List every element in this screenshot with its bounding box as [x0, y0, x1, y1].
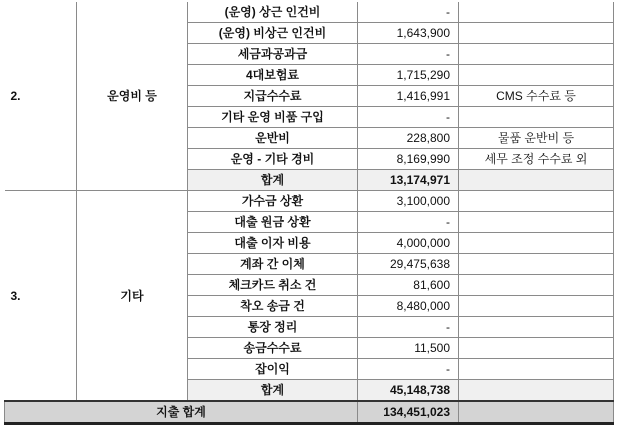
item-name: 기타 운영 비품 구입 [188, 107, 358, 128]
item-amount: 8,480,000 [358, 296, 459, 317]
item-name: 운영 - 기타 경비 [188, 149, 358, 170]
item-name: 지급수수료 [188, 86, 358, 107]
item-name: 가수금 상환 [188, 191, 358, 212]
item-note [459, 359, 614, 380]
item-amount: 11,500 [358, 338, 459, 359]
subtotal-amount: 45,148,738 [358, 380, 459, 402]
section-number: 2. [5, 2, 77, 191]
item-name: 세금과공과금 [188, 44, 358, 65]
grand-total-amount: 134,451,023 [358, 401, 459, 424]
expense-table-body [5, 2, 614, 424]
item-name: (운영) 비상근 인건비 [188, 23, 358, 44]
grand-total-label: 지출 합계 [5, 401, 358, 424]
item-note [459, 107, 614, 128]
item-note [459, 296, 614, 317]
item-name: 4대보험료 [188, 65, 358, 86]
table-row [5, 191, 614, 212]
item-amount: 228,800 [358, 128, 459, 149]
item-name: 계좌 간 이체 [188, 254, 358, 275]
item-amount: - [358, 44, 459, 65]
expense-table [4, 2, 614, 425]
item-amount: 81,600 [358, 275, 459, 296]
item-amount: - [358, 2, 459, 23]
item-name: (운영) 상근 인건비 [188, 2, 358, 23]
item-amount: 1,715,290 [358, 65, 459, 86]
item-note [459, 317, 614, 338]
subtotal-amount: 13,174,971 [358, 170, 459, 191]
item-amount: 1,643,900 [358, 23, 459, 44]
item-name: 대출 이자 비용 [188, 233, 358, 254]
subtotal-label: 합계 [188, 380, 358, 402]
item-note [459, 275, 614, 296]
item-amount: 8,169,990 [358, 149, 459, 170]
grand-total-note [459, 401, 614, 424]
item-amount: 1,416,991 [358, 86, 459, 107]
section-number: 3. [5, 191, 77, 402]
item-name: 송금수수료 [188, 338, 358, 359]
item-amount: - [358, 317, 459, 338]
table-row [5, 2, 614, 23]
section-category: 기타 [77, 191, 188, 402]
item-note [459, 2, 614, 23]
item-note [459, 44, 614, 65]
item-amount: - [358, 359, 459, 380]
item-note [459, 191, 614, 212]
item-note: 물품 운반비 등 [459, 128, 614, 149]
item-note [459, 65, 614, 86]
item-amount: - [358, 107, 459, 128]
subtotal-label: 합계 [188, 170, 358, 191]
item-note: CMS 수수료 등 [459, 86, 614, 107]
item-name: 대출 원금 상환 [188, 212, 358, 233]
subtotal-note [459, 170, 614, 191]
item-note [459, 254, 614, 275]
item-note [459, 233, 614, 254]
subtotal-note [459, 380, 614, 402]
item-note: 세무 조정 수수료 외 [459, 149, 614, 170]
item-name: 통장 정리 [188, 317, 358, 338]
grand-total-row [5, 401, 614, 424]
item-amount: 3,100,000 [358, 191, 459, 212]
section-category: 운영비 등 [77, 2, 188, 191]
item-name: 잡이익 [188, 359, 358, 380]
item-amount: 4,000,000 [358, 233, 459, 254]
item-note [459, 212, 614, 233]
item-note [459, 338, 614, 359]
item-name: 착오 송금 건 [188, 296, 358, 317]
item-name: 체크카드 취소 건 [188, 275, 358, 296]
item-note [459, 23, 614, 44]
item-amount: 29,475,638 [358, 254, 459, 275]
item-amount: - [358, 212, 459, 233]
item-name: 운반비 [188, 128, 358, 149]
